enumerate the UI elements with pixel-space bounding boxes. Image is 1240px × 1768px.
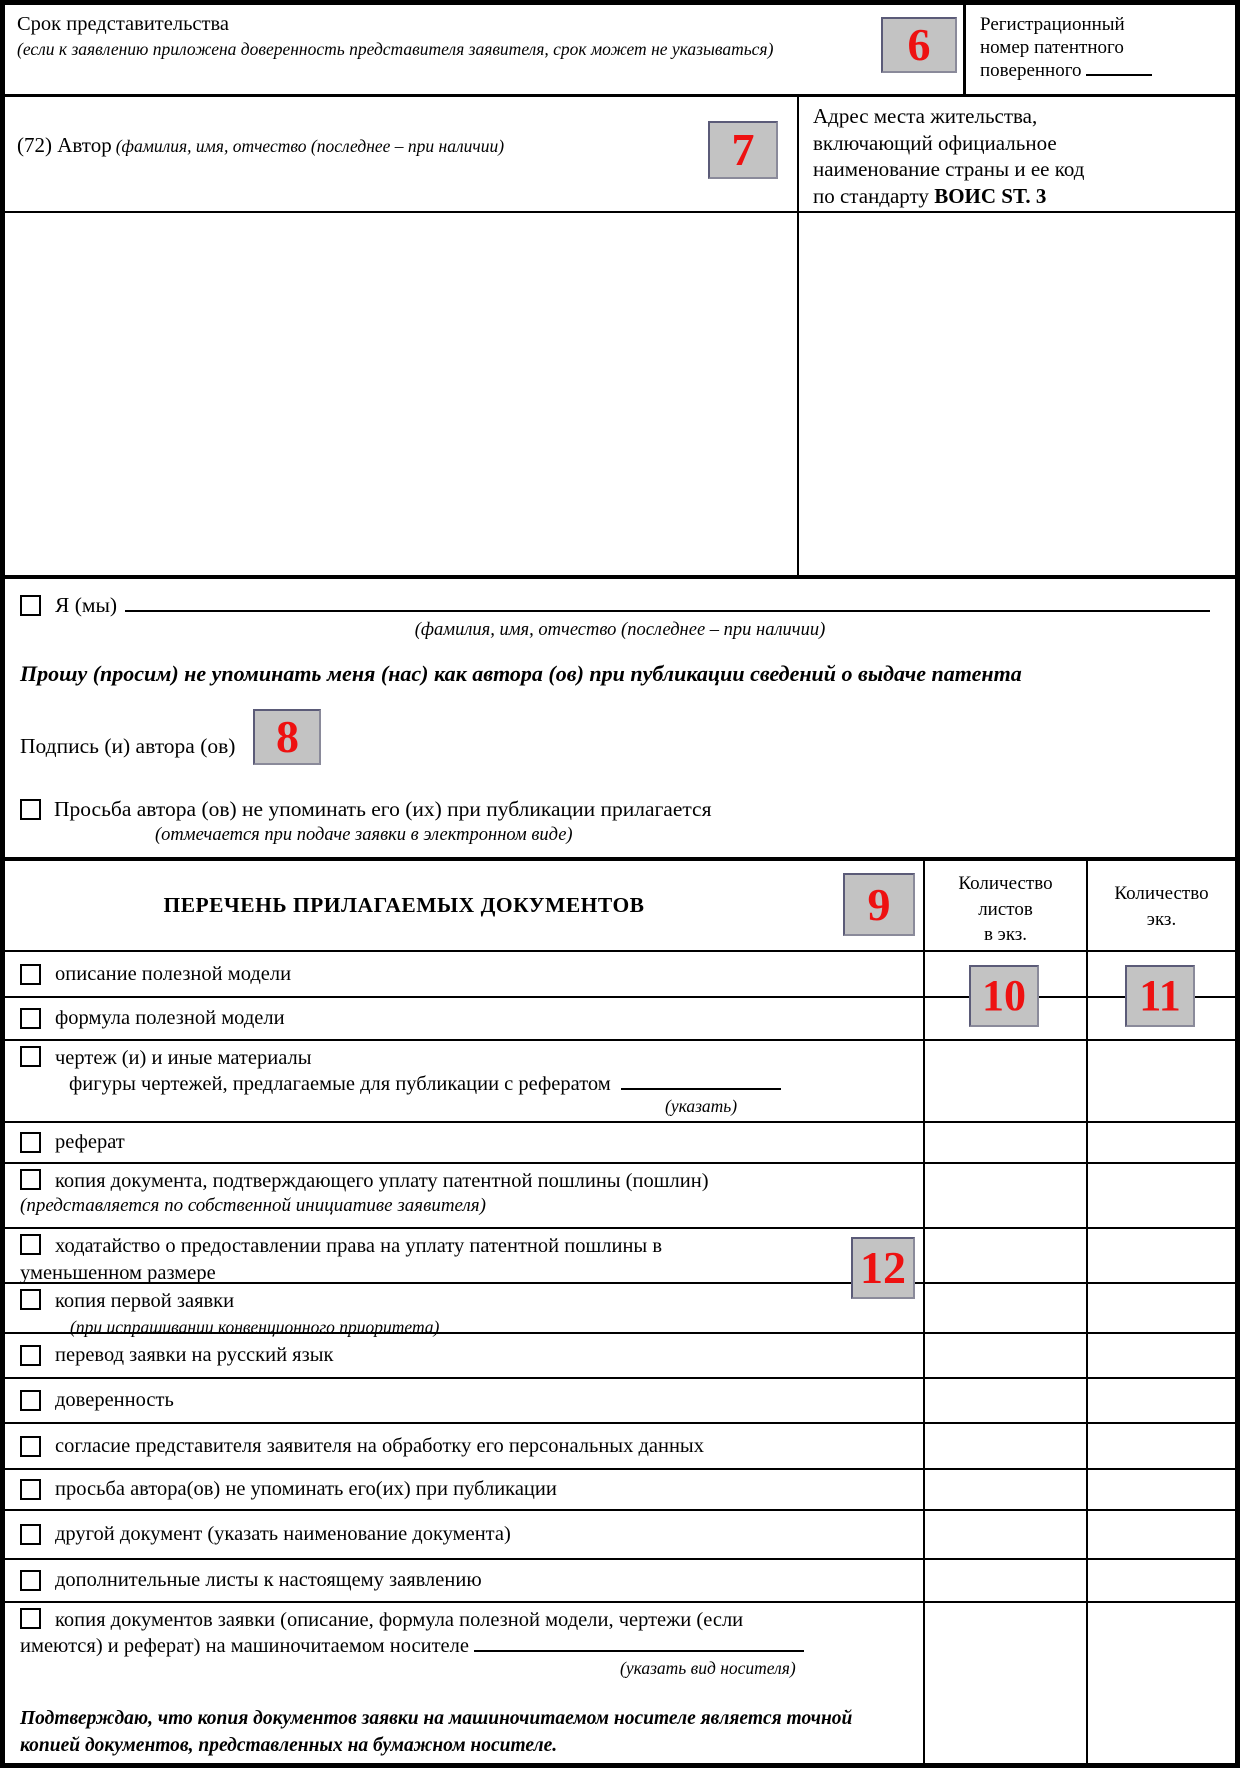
copies-cell[interactable] [1086, 1468, 1235, 1509]
row-checkbox[interactable] [20, 1570, 41, 1591]
table-row [5, 1039, 923, 1121]
table-row [5, 1468, 923, 1509]
iwe-name-blank[interactable] [125, 607, 1210, 612]
attach-request-checkbox[interactable] [20, 799, 41, 820]
attorney-regnumber-label-last: поверенного [980, 60, 1082, 82]
copies-cell[interactable] [1086, 1601, 1235, 1763]
representation-term-note: (если к заявлению приложена доверенность представителя заявителя, срок может не указываться) [17, 39, 774, 59]
row-subline [20, 1073, 911, 1096]
row-label: формула полезной модели [55, 1007, 285, 1029]
table-row [5, 1332, 923, 1377]
sheets-cell[interactable] [923, 1227, 1086, 1282]
table-row [5, 1422, 923, 1468]
row-note: (указать вид носителя) [620, 1658, 796, 1678]
iwe-checkbox[interactable] [20, 595, 41, 616]
row-note: (указать) [665, 1096, 738, 1116]
row-label: согласие представителя заявителя на обработку его персональных данных [55, 1434, 704, 1457]
sheets-cell[interactable] [923, 1162, 1086, 1227]
row-checkbox[interactable] [20, 1436, 41, 1457]
marker-badge-9: 9 [843, 873, 915, 936]
row-label: другой документ (указать наименование документа) [55, 1523, 511, 1545]
table-row [5, 1282, 923, 1337]
signature-label: Подпись (и) автора (ов) [20, 734, 236, 758]
documents-table [5, 857, 1235, 1763]
address-entry-cell[interactable] [797, 213, 1235, 575]
copies-cell[interactable] [1086, 1422, 1235, 1468]
row-label: копия документа, подтверждающего уплату патентной пошлины (пошлин) [55, 1170, 709, 1192]
signature-row [20, 703, 1220, 762]
table-row [5, 1601, 923, 1763]
representation-term-label: Срок представительства [17, 13, 229, 35]
sheets-cell[interactable] [923, 1121, 1086, 1162]
table-row [5, 1227, 923, 1293]
author-note: (фамилия, имя, отчество (последнее – при наличии) [115, 136, 505, 156]
no-mention-request-text: Прошу (просим) не упоминать меня (нас) как автора (ов) при публикации сведений о выдаче патента [20, 661, 1022, 686]
copies-cell[interactable] [1086, 1039, 1235, 1121]
declaration-section [5, 579, 1235, 857]
iwe-label: Я (мы) [55, 593, 118, 617]
author-label: (72) Автор [17, 133, 112, 157]
row-label: описание полезной модели [55, 962, 292, 985]
row-checkbox[interactable] [20, 1169, 41, 1190]
row-note: (представляется по собственной инициативе заявителя) [20, 1195, 486, 1216]
marker-badge-11: 11 [1125, 965, 1195, 1027]
row-checkbox[interactable] [20, 1390, 41, 1411]
row-label: реферат [55, 1131, 125, 1153]
row-label: копия документов заявки (описание, формула полезной модели, чертежи (если [55, 1609, 744, 1631]
table-title-cell [5, 861, 923, 950]
row-label: чертеж (и) и иные материалы [55, 1047, 312, 1069]
row-label: перевод заявки на русский язык [55, 1344, 334, 1366]
row-label2: имеются) и реферат) на машиночитаемом носителе [20, 1635, 469, 1657]
copies-cell[interactable] [1086, 1162, 1235, 1227]
table-row [5, 950, 923, 996]
row-label2: уменьшенном размере [20, 1262, 216, 1284]
author-entries-section [5, 213, 1235, 579]
sheets-cell[interactable] [923, 1509, 1086, 1558]
marker-badge-6: 6 [881, 17, 957, 73]
copies-cell[interactable] [1086, 1282, 1235, 1332]
row-checkbox[interactable] [20, 1289, 41, 1310]
author-header-cell [5, 97, 797, 211]
copies-cell[interactable] [1086, 1121, 1235, 1162]
attorney-regnumber-cell[interactable] [963, 5, 1235, 94]
row-checkbox[interactable] [20, 1479, 41, 1500]
marker-badge-7: 7 [708, 121, 778, 179]
row-label: ходатайство о предоставлении права на уплату патентной пошлины в [55, 1235, 663, 1257]
row-checkbox[interactable] [20, 1524, 41, 1545]
copies-cell[interactable] [1086, 1377, 1235, 1422]
attach-request-note: (отмечается при подаче заявки в электронном виде) [155, 825, 573, 845]
sheets-cell[interactable] [923, 1468, 1086, 1509]
blank-line[interactable] [621, 1084, 781, 1090]
row-checkbox[interactable] [20, 964, 41, 985]
address-label: Адрес места жительства, включающий официальное наименование страны и ее код [813, 104, 1085, 182]
iwe-note: (фамилия, имя, отчество (последнее – при наличии) [414, 620, 826, 640]
table-row [5, 1162, 923, 1227]
sheets-cell[interactable] [923, 1332, 1086, 1377]
representation-term-section [5, 5, 1235, 97]
table-title: ПЕРЕЧЕНЬ ПРИЛАГАЕМЫХ ДОКУМЕНТОВ [163, 893, 645, 917]
row-label2: фигуры чертежей, предлагаемые для публикации с рефератом [69, 1073, 611, 1095]
attach-request-row [20, 797, 1220, 822]
address-label-last: по стандарту [813, 183, 929, 208]
wipo-standard-label: ВОИС ST. 3 [934, 183, 1047, 208]
attach-request-label: Просьба автора (ов) не упоминать его (их) при публикации прилагается [54, 797, 712, 821]
copies-cell[interactable] [1086, 1509, 1235, 1558]
marker-badge-10: 10 [969, 965, 1039, 1027]
row-checkbox[interactable] [20, 1132, 41, 1153]
sheets-cell[interactable] [923, 1282, 1086, 1332]
sheets-cell[interactable] [923, 1558, 1086, 1601]
row-label: копия первой заявки [55, 1290, 235, 1312]
sheets-cell[interactable] [923, 1377, 1086, 1422]
sheets-cell[interactable] [923, 1039, 1086, 1121]
table-row [5, 1377, 923, 1422]
blank-line[interactable] [474, 1646, 804, 1652]
row-label: доверенность [55, 1389, 174, 1411]
row-checkbox[interactable] [20, 1345, 41, 1366]
marker-badge-12: 12 [851, 1237, 915, 1299]
table-row [5, 1558, 923, 1601]
author-entry-cell[interactable] [5, 213, 797, 575]
representation-term-cell [5, 5, 963, 94]
row-note: (при испрашивании конвенционного приоритета) [70, 1317, 440, 1337]
col-header-sheets: Количество листов в экз. [923, 861, 1086, 950]
attorney-regnumber-label: Регистрационный номер патентного [980, 14, 1125, 59]
table-row [5, 1509, 923, 1558]
row-checkbox[interactable] [20, 1008, 41, 1029]
copies-cell[interactable] [1086, 1332, 1235, 1377]
author-section [5, 97, 1235, 213]
table-row [5, 1121, 923, 1162]
row-label: дополнительные листы к настоящему заявлению [55, 1569, 482, 1591]
address-header-cell [797, 97, 1235, 211]
copies-cell[interactable] [1086, 1558, 1235, 1601]
confirmation-note: Подтверждаю, что копия документов заявки на машиночитаемом носителе является точной копией документов, представленных на бумажном носителе. [20, 1708, 853, 1757]
row-checkbox[interactable] [20, 1234, 41, 1255]
row-label: просьба автора(ов) не упоминать его(их) при публикации [55, 1478, 557, 1500]
col-header-copies: Количество экз. [1086, 861, 1235, 950]
sheets-cell[interactable] [923, 1601, 1086, 1763]
attorney-regnumber-blank[interactable] [1086, 70, 1152, 76]
row-checkbox[interactable] [20, 1608, 41, 1629]
row-checkbox[interactable] [20, 1046, 41, 1067]
sheets-cell[interactable] [923, 1422, 1086, 1468]
copies-cell[interactable] [1086, 1227, 1235, 1282]
marker-badge-8: 8 [253, 709, 321, 765]
table-row [5, 996, 923, 1039]
